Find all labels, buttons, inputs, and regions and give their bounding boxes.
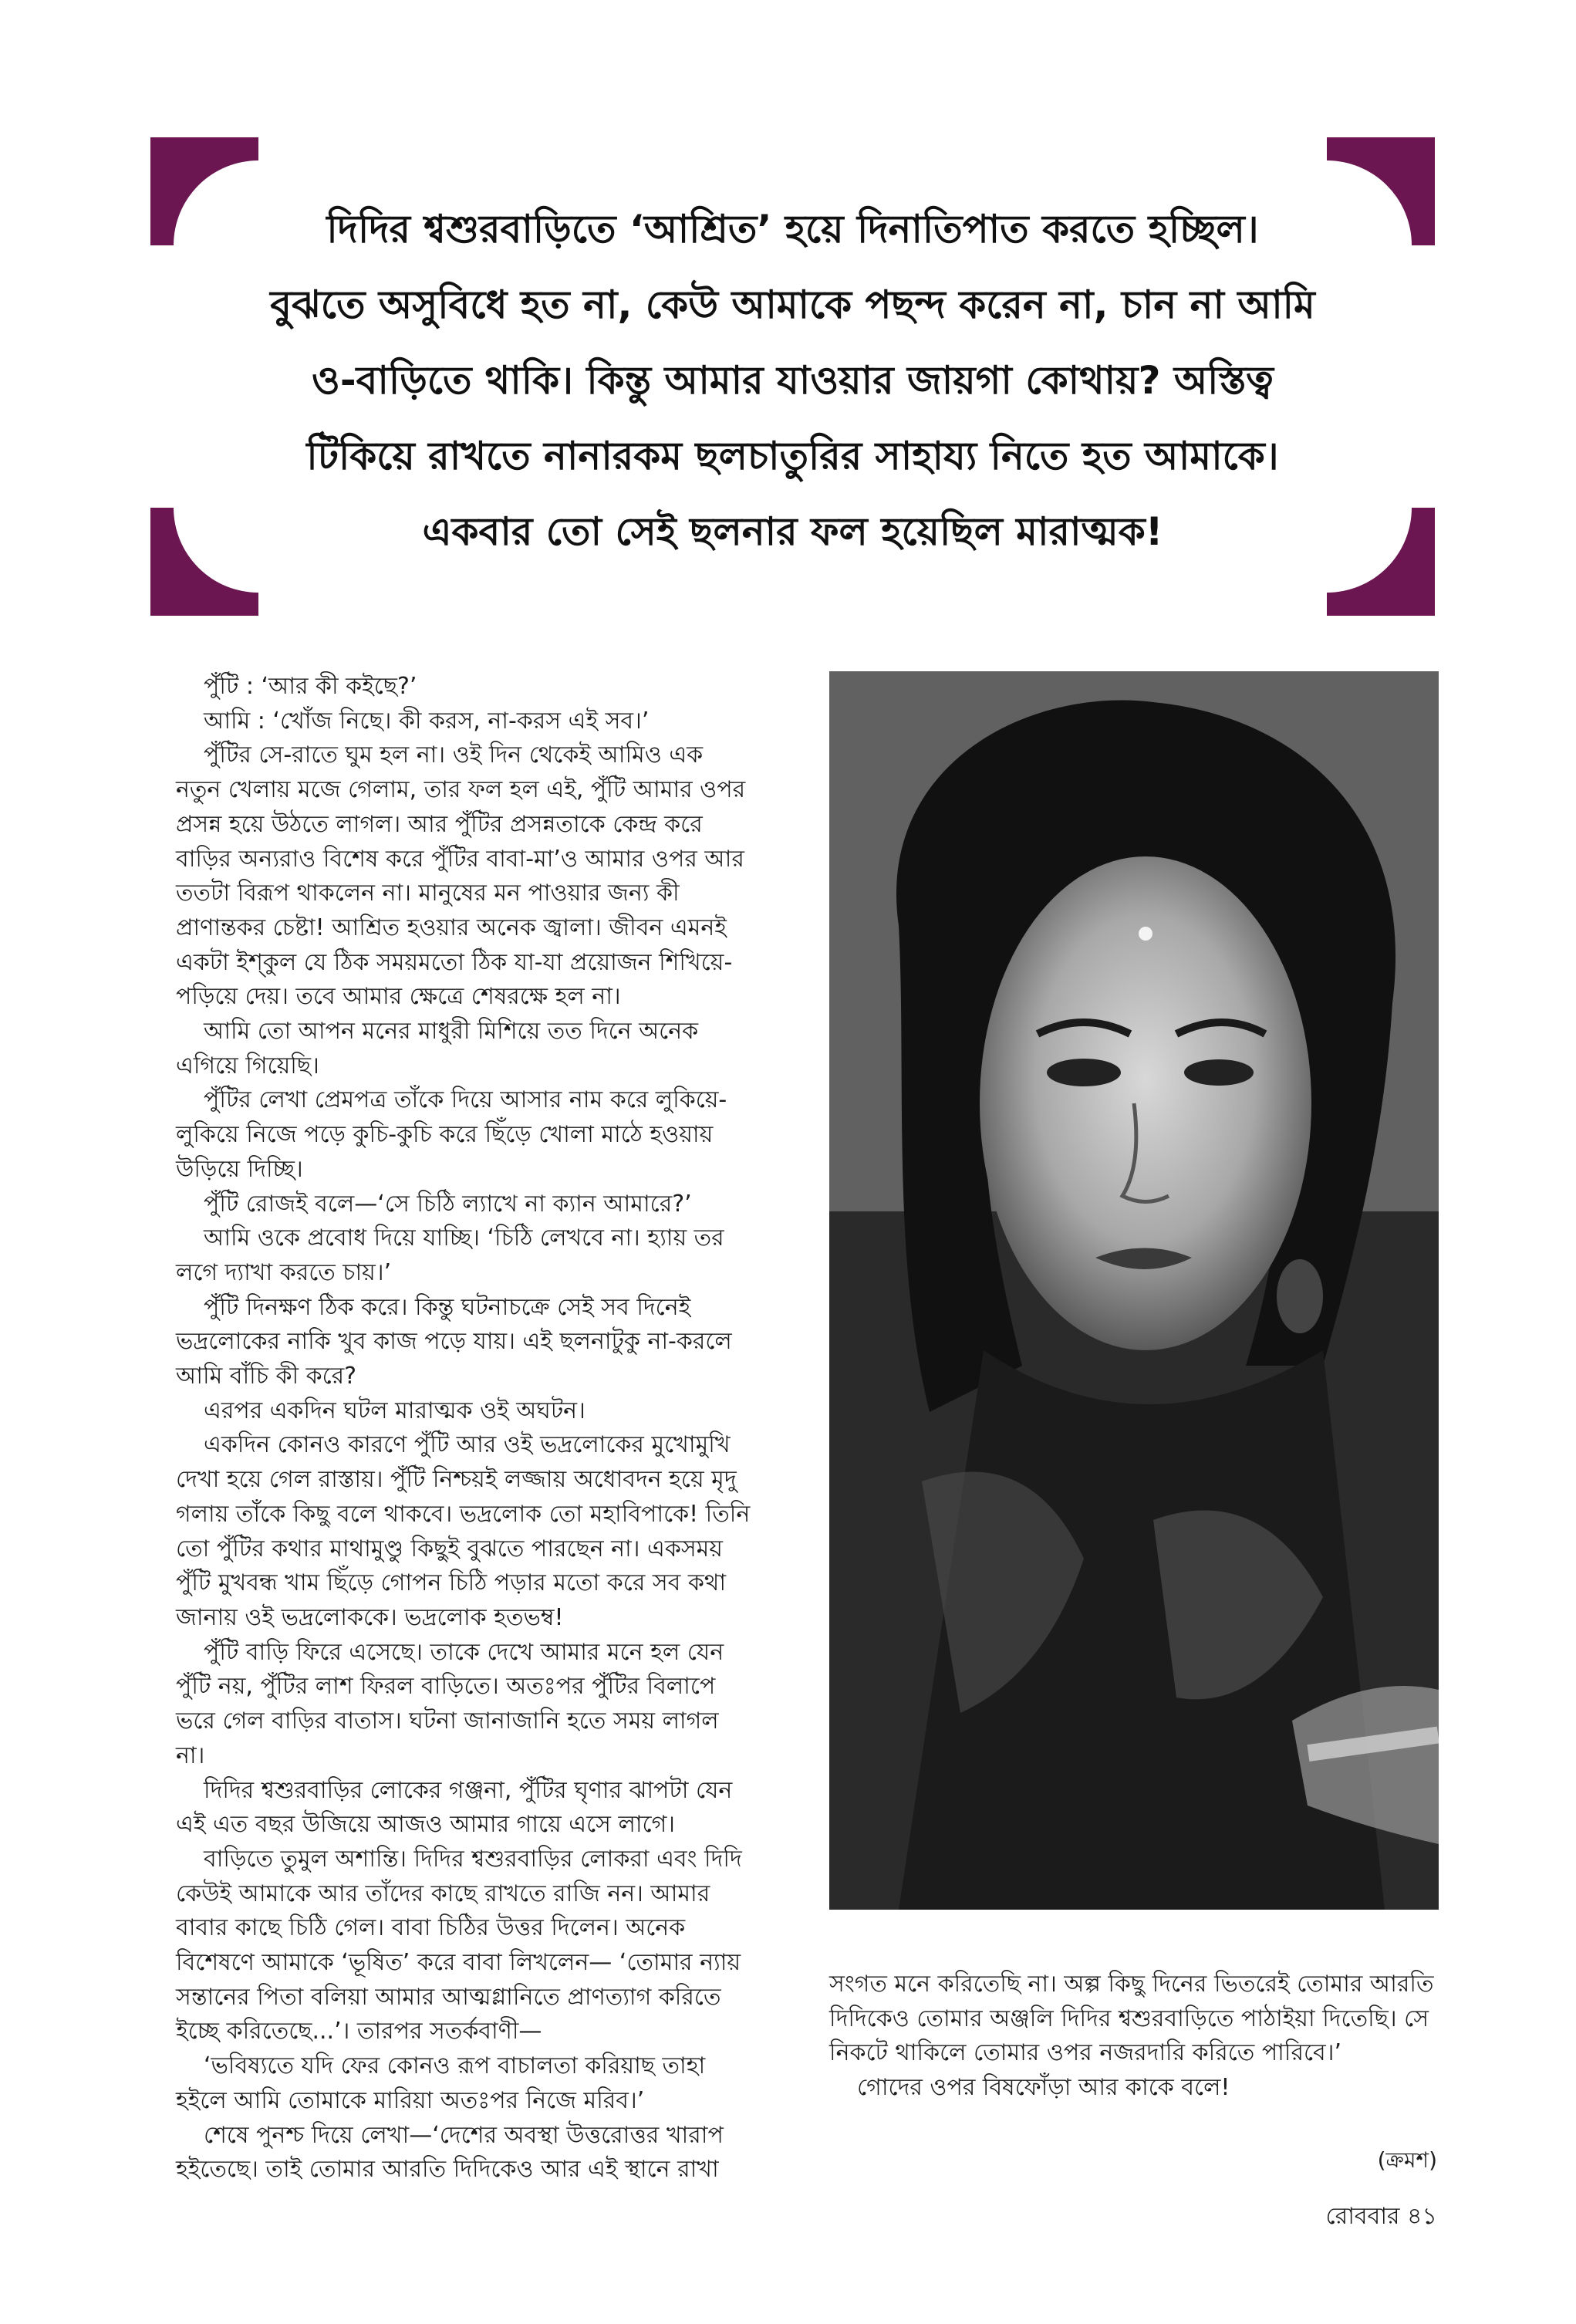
continued-label: (ক্রমশ) xyxy=(1377,2147,1437,2173)
corner-ornament-bottom-right xyxy=(1327,508,1435,616)
pullquote-line: টিকিয়ে রাখতে নানারকম ছলচাতুরির সাহায্য নিতে হত আমাকে। xyxy=(306,434,1279,478)
body-paragraph: পুঁটির সে-রাতে ঘুম হল না। ওই দিন থেকেই আমিও এক নতুন খেলায় মজে গেলাম, তার ফল হল এই, পুঁটি আমার ওপর প্রসন্ন হয়ে উঠতে লাগল। আর পুঁটির প্রসন্নতাকে কেন্দ্র করে বাড়ির অন্যরাও বিশেষ করে পুঁটির বাবা-মা’ও আমার ওপর আর ততটা বিরূপ থাকলেন না। মানুষের মন পাওয়ার জন্য কী প্রাণান্তকর চেষ্টা! আশ্রিত হওয়ার অনেক জ্বালা। জীবন এমনই একটা ইশ্‌কুল যে ঠিক সময়মতো ঠিক যা-যা প্রয়োজন শিখিয়ে-পড়িয়ে দেয়। তবে আমার ক্ষেত্রে শেষরক্ষে হল না। xyxy=(176,741,746,1011)
body-paragraph: পুঁটি রোজই বলে—‘সে চিঠি ল্যাখে না ক্যান আমারে?’ xyxy=(204,1190,692,1218)
pullquote-line: ও-বাড়িতে থাকি। কিন্তু আমার যাওয়ার জায়গা কোথায়? অস্তিত্ব xyxy=(312,358,1274,403)
body-paragraph: সংগত মনে করিতেছি না। অল্প কিছু দিনের ভিতরেই তোমার আরতি দিদিকেও তোমার অঞ্জলি দিদির শ্বশুরবাড়িতে পাঠাইয়া দিতেছি। সে নিকটে থাকিলে তোমার ওপর নজরদারি করিতে পারিবে।’ xyxy=(829,1971,1434,2067)
body-paragraph: আমি ওকে প্রবোধ দিয়ে যাচ্ছি। ‘চিঠি লেখবে না। হ্যায় তর লগে দ্যাখা করতে চায়।’ xyxy=(176,1224,724,1286)
body-paragraph: পুঁটির লেখা প্রেমপত্র তাঁকে দিয়ে আসার নাম করে লুকিয়ে-লুকিয়ে নিজে পড়ে কুচি-কুচি করে ছিঁড়ে খোলা মাঠে হওয়ায় উড়িয়ে দিচ্ছি। xyxy=(176,1086,727,1183)
body-paragraph: আমি : ‘খোঁজ নিছে। কী করস, না-করস এই সব।’ xyxy=(204,707,650,735)
page-folio: রোববার ৪১ xyxy=(1325,2203,1437,2230)
body-paragraph: বাড়িতে তুমুল অশান্তি। দিদির শ্বশুরবাড়ির লোকরা এবং দিদি কেউই আমাকে আর তাঁদের কাছে রাখতে রাজি নন। আমার বাবার কাছে চিঠি গেল। বাবা চিঠির উত্তর দিলেন। অনেক বিশেষণে আমাকে ‘ভূষিত’ করে বাবা লিখলেন— ‘তোমার ন্যায় সন্তানের পিতা বলিয়া আমার আত্মগ্লানিতে প্রাণত্যাগ করিতে ইচ্ছে করিতেছে...’। তারপর সতর্কবাণী— xyxy=(176,1845,742,2045)
article-body-right-column xyxy=(829,1968,1439,2106)
portrait-photo xyxy=(829,671,1439,1910)
body-paragraph: পুঁটি দিনক্ষণ ঠিক করে। কিন্তু ঘটনাচক্রে সেই সব দিনেই ভদ্রলোকের নাকি খুব কাজ পড়ে যায়। এই ছলনাটুকু না-করলে আমি বাঁচি কী করে? xyxy=(176,1293,732,1390)
body-paragraph: ‘ভবিষ্যতে যদি ফের কোনও রূপ বাচালতা করিয়াছ তাহা হইলে আমি তোমাকে মারিয়া অতঃপর নিজে মরিব।’ xyxy=(176,2052,706,2114)
pullquote-text xyxy=(243,191,1342,569)
body-paragraph: শেষে পুনশ্চ দিয়ে লেখা—‘দেশের অবস্থা উত্তরোত্তর খারাপ হইতেছে। তাই তোমার আরতি দিদিকেও আর এই স্থানে রাখা xyxy=(176,2121,724,2184)
body-paragraph: এরপর একদিন ঘটল মারাত্মক ওই অঘটন। xyxy=(204,1397,586,1424)
body-paragraph: আমি তো আপন মনের মাধুরী মিশিয়ে তত দিনে অনেক এগিয়ে গিয়েছি। xyxy=(176,1018,699,1079)
corner-ornament-top-right xyxy=(1327,137,1435,245)
body-paragraph: একদিন কোনও কারণে পুঁটি আর ওই ভদ্রলোকের মুখোমুখি দেখা হয়ে গেল রাস্তায়। পুঁটি নিশ্চয়ই লজ্জায় অধোবদন হয়ে মৃদু গলায় তাঁকে কিছু বলে থাকবে। ভদ্রলোক তো মহাবিপাকে! তিনি তো পুঁটির কথার মাথামুণ্ডু কিছুই বুঝতে পারছেন না। একসময় পুঁটি মুখবন্ধ খাম ছিঁড়ে গোপন চিঠি পড়ার মতো করে সব কথা জানায় ওই ভদ্রলোককে। ভদ্রলোক হতভম্ব! xyxy=(176,1431,751,1631)
corner-ornament-top-left xyxy=(150,137,258,245)
body-paragraph: পুঁটি বাড়ি ফিরে এসেছে। তাকে দেখে আমার মনে হল যেন পুঁটি নয়, পুঁটির লাশ ফিরল বাড়িতে। অতঃপর পুঁটির বিলাপে ভরে গেল বাড়ির বাতাস। ঘটনা জানাজানি হতে সময় লাগল না। xyxy=(176,1638,724,1769)
article-body-left-column xyxy=(176,670,751,2187)
pullquote-line: একবার তো সেই ছলনার ফল হয়েছিল মারাত্মক! xyxy=(422,509,1163,554)
pullquote-line: বুঝতে অসুবিধে হত না, কেউ আমাকে পছন্দ করেন না, চান না আমি xyxy=(270,282,1315,327)
corner-ornament-bottom-left xyxy=(150,508,258,616)
body-paragraph: দিদির শ্বশুরবাড়ির লোকের গঞ্জনা, পুঁটির ঘৃণার ঝাপটা যেন এই এত বছর উজিয়ে আজও আমার গায়ে এসে লাগে। xyxy=(176,1776,733,1839)
pullquote-box xyxy=(150,137,1435,616)
body-paragraph: গোদের ওপর বিষফোঁড়া আর কাকে বলে! xyxy=(857,2074,1230,2102)
body-paragraph: পুঁটি : ‘আর কী কইছে?’ xyxy=(204,673,417,700)
pullquote-line: দিদির শ্বশুরবাড়িতে ‘আশ্রিত’ হয়ে দিনাতিপাত করতে হচ্ছিল। xyxy=(326,207,1259,252)
